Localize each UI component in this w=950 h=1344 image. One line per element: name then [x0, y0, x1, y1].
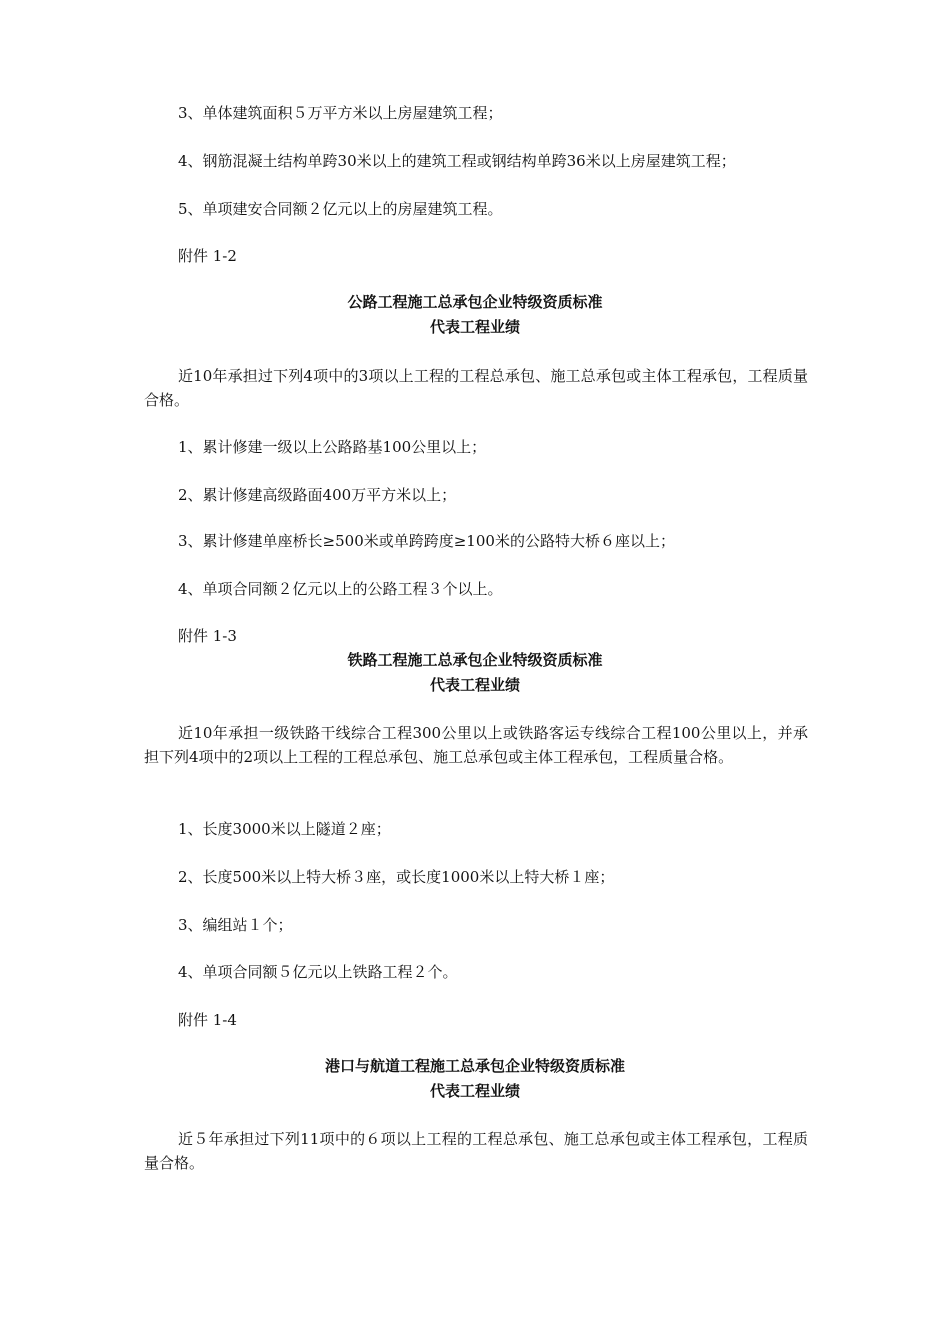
section-intro: 近10年承担过下列4项中的3项以上工程的工程总承包、施工总承包或主体工程承包，工程质量合格。 — [144, 367, 808, 409]
list-item: 2、累计修建高级路面400万平方米以上； — [178, 486, 457, 504]
list-item: 3、累计修建单座桥长≥500米或单跨跨度≥100米的公路特大桥６座以上； — [178, 532, 675, 550]
list-item: 1、长度3000米以上隧道２座； — [178, 820, 391, 838]
annex-label: 附件 1-2 — [178, 247, 237, 265]
section-intro: 近５年承担过下列11项中的６项以上工程的工程总承包、施工总承包或主体工程承包，工程质量合格。 — [144, 1130, 808, 1172]
section-intro: 近10年承担一级铁路干线综合工程300公里以上或铁路客运专线综合工程100公里以上，并承担下列4项中的2项以上工程的工程总承包、施工总承包或主体工程承包，工程质量合格。 — [144, 724, 808, 766]
section-subtitle: 代表工程业绩 — [429, 676, 520, 694]
section-subtitle: 代表工程业绩 — [429, 318, 520, 336]
list-item: 5、单项建安合同额２亿元以上的房屋建筑工程。 — [178, 200, 503, 218]
section-title: 铁路工程施工总承包企业特级资质标准 — [347, 651, 603, 669]
annex-label: 附件 1-4 — [178, 1011, 237, 1029]
section-title: 港口与航道工程施工总承包企业特级资质标准 — [324, 1057, 625, 1075]
list-item: 1、累计修建一级以上公路路基100公里以上； — [178, 438, 487, 456]
list-item: 4、单项合同额２亿元以上的公路工程３个以上。 — [178, 580, 503, 598]
annex-label: 附件 1-3 — [178, 627, 237, 645]
section-subtitle: 代表工程业绩 — [429, 1082, 520, 1100]
list-item: 4、钢筋混凝土结构单跨30米以上的建筑工程或钢结构单跨36米以上房屋建筑工程； — [178, 152, 736, 170]
section-title: 公路工程施工总承包企业特级资质标准 — [347, 293, 603, 311]
list-item: 2、长度500米以上特大桥３座，或长度1000米以上特大桥１座； — [178, 868, 615, 886]
list-item: 3、单体建筑面积５万平方米以上房屋建筑工程； — [178, 104, 503, 122]
list-item: 3、编组站１个； — [178, 916, 293, 934]
list-item: 4、单项合同额５亿元以上铁路工程２个。 — [178, 963, 458, 981]
